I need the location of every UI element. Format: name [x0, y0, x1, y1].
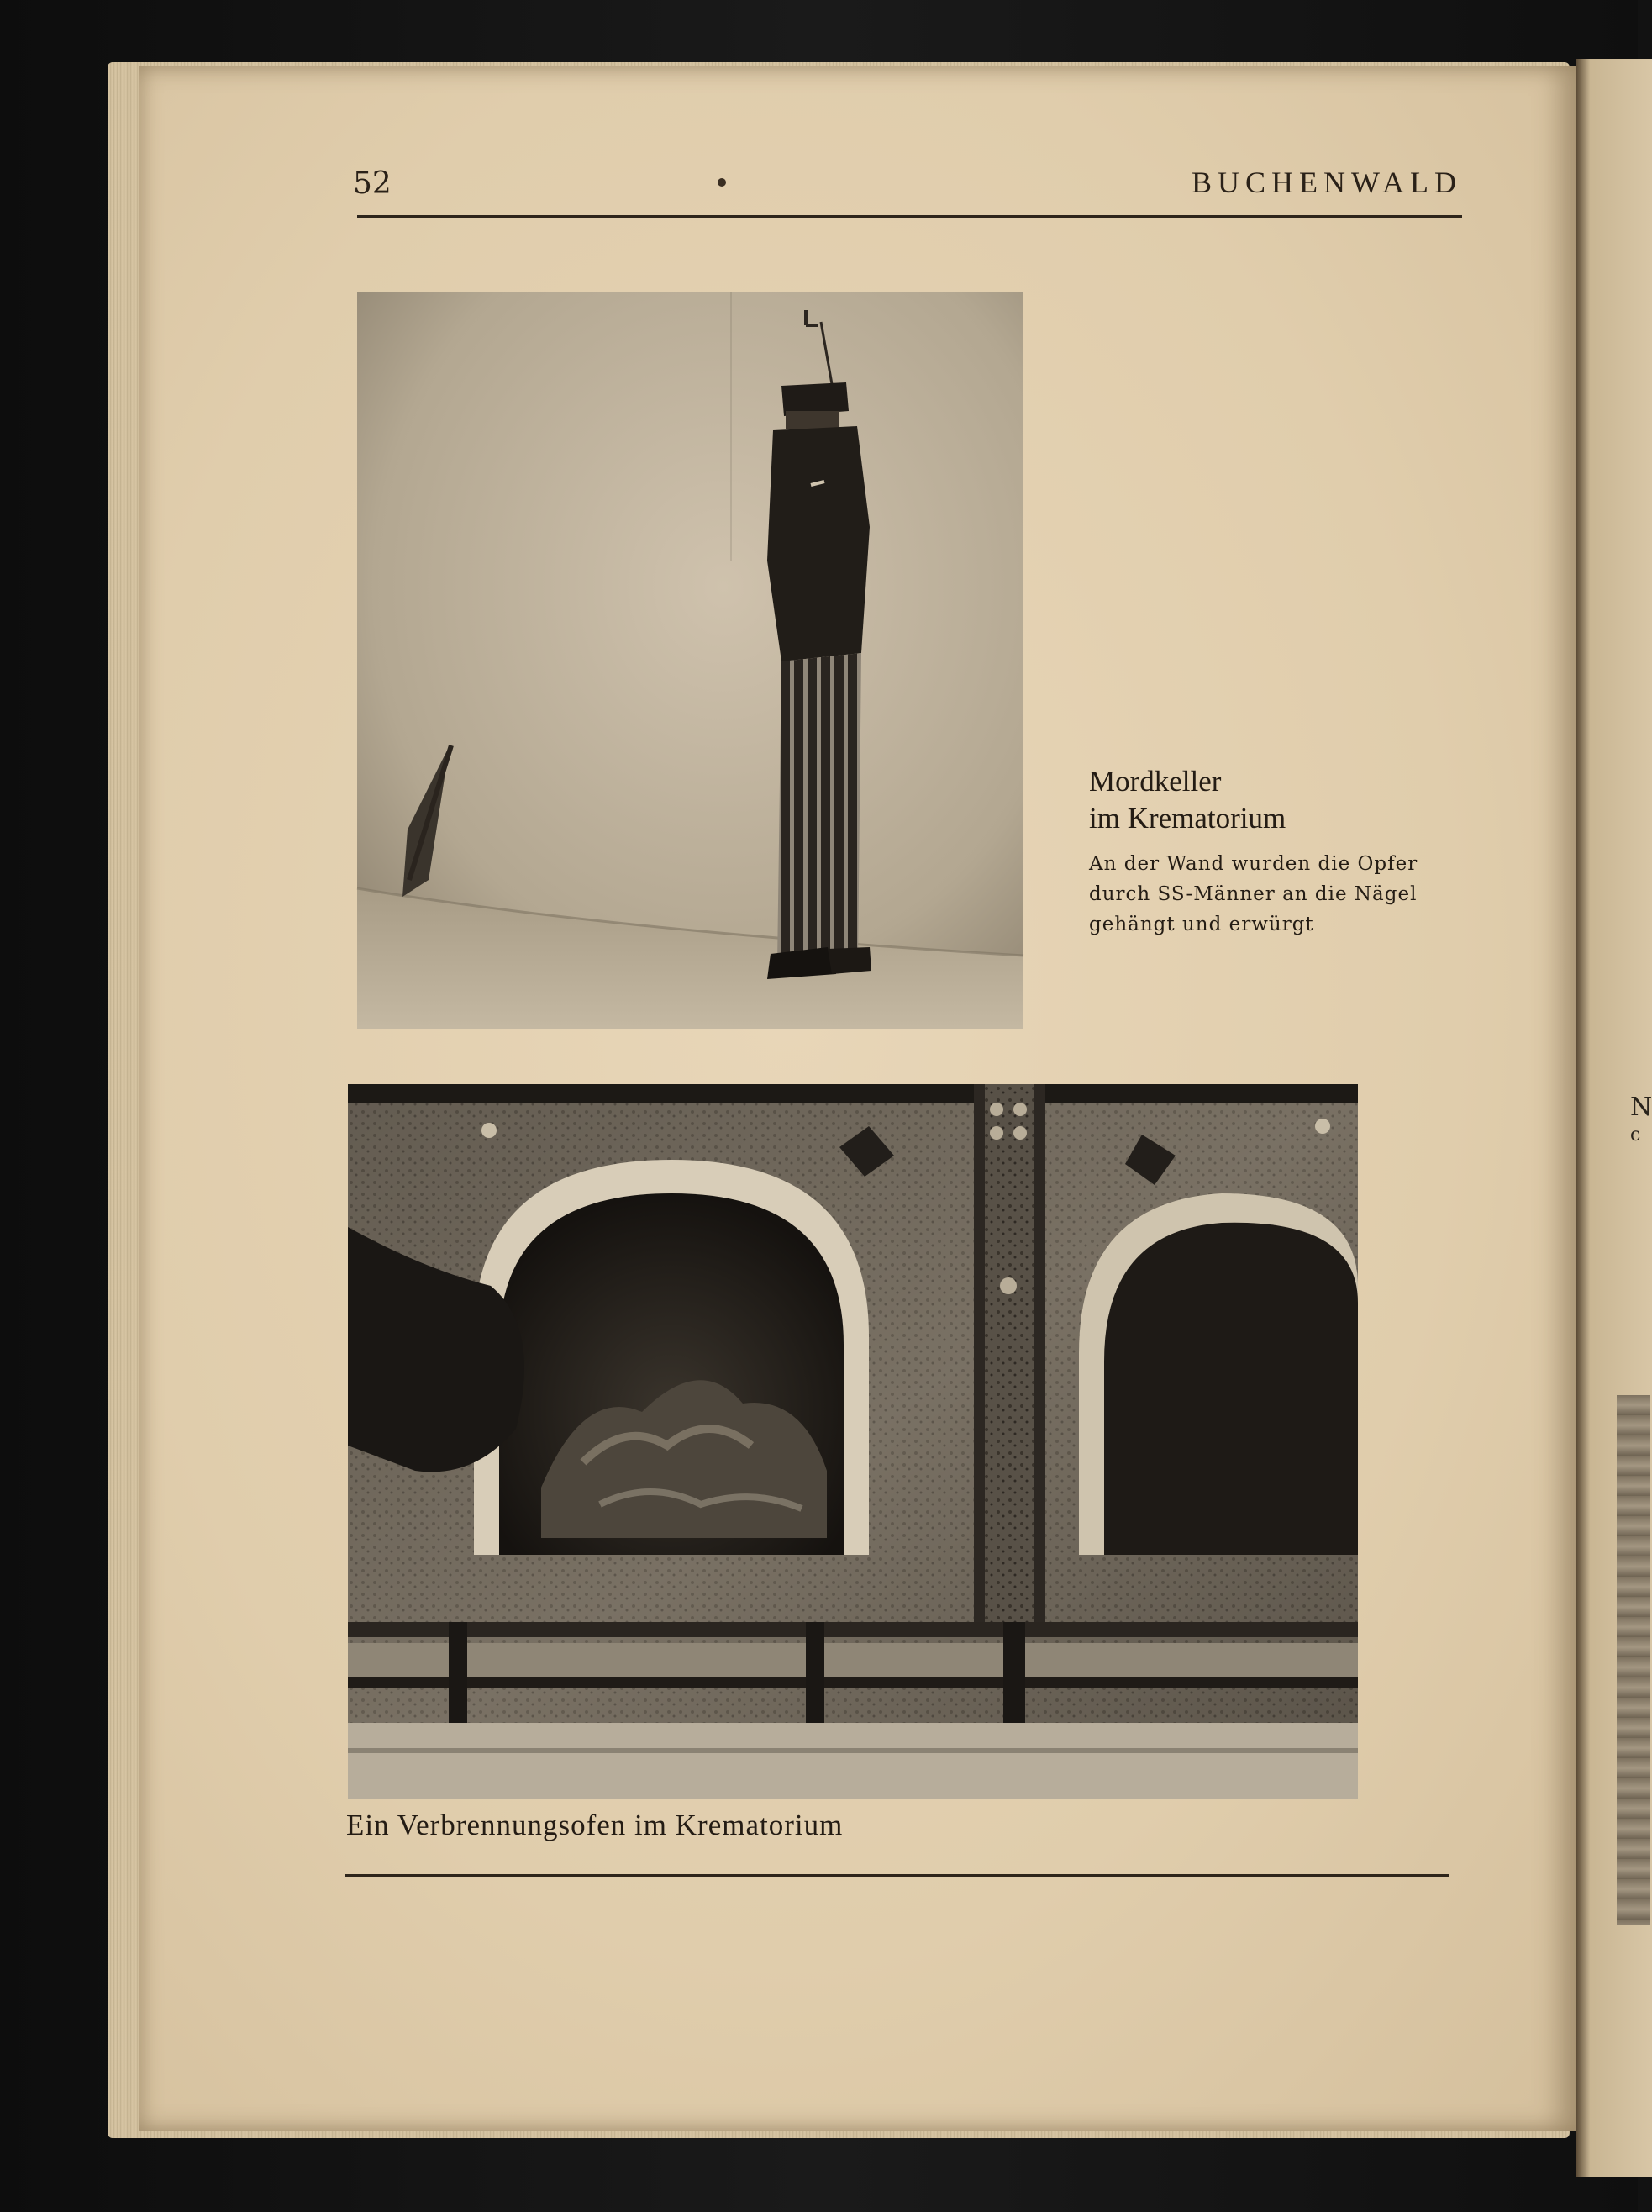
photo-hanging-figure [357, 292, 1023, 1029]
running-title: BUCHENWALD [1192, 166, 1462, 199]
facing-page-photo-strip [1617, 1395, 1650, 1925]
bottom-caption: Ein Verbrennungsofen im Krematorium [346, 1809, 844, 1841]
facing-page-text-fragment: c [1630, 1124, 1641, 1146]
caption-body-line: durch SS-Männer an die Nägel [1089, 883, 1418, 905]
caption-body-line: gehängt und erwürgt [1089, 914, 1314, 935]
facing-page-text-fragment: N [1630, 1093, 1652, 1122]
side-caption [1089, 763, 1476, 940]
ornament-dot [718, 178, 726, 187]
running-head [353, 160, 1462, 219]
page-number: 52 [353, 166, 392, 201]
header-rule [357, 215, 1462, 218]
caption-body-line: An der Wand wurden die Opfer [1089, 853, 1418, 875]
caption-title: Mordkeller [1089, 765, 1222, 798]
caption-title: im Krematorium [1089, 802, 1286, 835]
facing-page-edge [1576, 59, 1652, 2177]
photo-cremation-oven [348, 1084, 1358, 1799]
caption-body [1089, 849, 1476, 940]
footer-rule [345, 1874, 1449, 1877]
